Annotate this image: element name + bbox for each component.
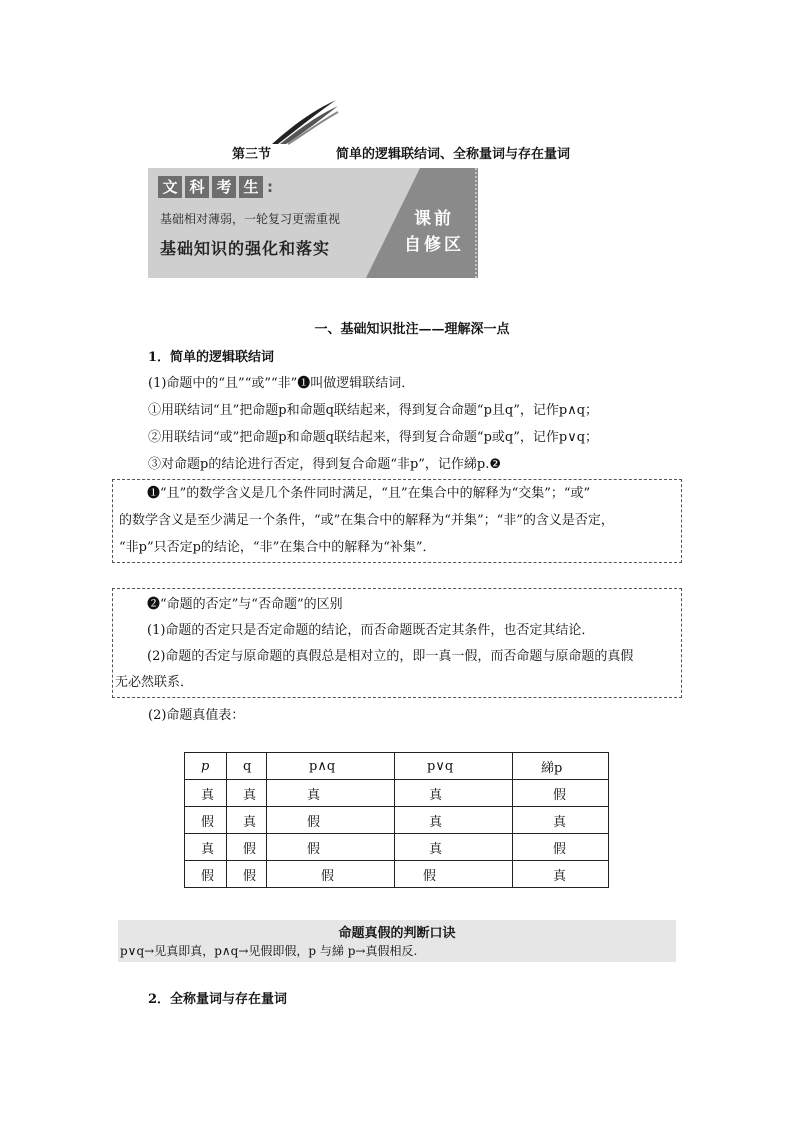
- subsection-heading: 1．简单的逻辑联结词: [148, 350, 275, 365]
- table-cell: 假: [395, 861, 513, 888]
- table-cell: 假: [185, 861, 227, 888]
- table-cell: 真: [267, 780, 395, 807]
- banner-tag: [158, 176, 274, 198]
- tag-char: 生: [239, 176, 263, 198]
- table-row: [185, 861, 609, 888]
- table-header-cell: p∨q: [395, 753, 513, 780]
- table-cell: 假: [227, 834, 267, 861]
- text-line: ①用联结词“且”把命题p和命题q联结起来，得到复合命题“p且q”，记作p∧q；: [148, 403, 599, 418]
- table-cell: 假: [267, 807, 395, 834]
- table-header-row: [185, 753, 609, 780]
- table-cell: 真: [185, 834, 227, 861]
- banner-subtitle: 基础相对薄弱，一轮复习更需重视: [160, 212, 341, 226]
- swoosh-decoration: [270, 98, 340, 146]
- section-heading: 一、基础知识批注——理解深一点: [314, 322, 510, 337]
- text-line: ③对命题p的结论进行否定，得到复合命题“非p”，记作綈p.❷: [148, 457, 502, 472]
- table-cell: 假: [513, 834, 609, 861]
- banner-main-text: 基础知识的强化和落实: [160, 239, 331, 258]
- table-cell: 假: [513, 780, 609, 807]
- table-cell: 真: [513, 861, 609, 888]
- text-line: (1)命题中的“且”“或”“非”❶叫做逻辑联结词．: [148, 376, 415, 391]
- table-header-cell: 綈p: [513, 753, 609, 780]
- table-cell: 真: [395, 807, 513, 834]
- table-cell: 真: [185, 780, 227, 807]
- table-row: [185, 807, 609, 834]
- note-line: 的数学含义是至少满足一个条件，“或”在集合中的解释为“并集”；“非”的含义是否定，: [119, 513, 614, 528]
- table-caption: (2)命题真值表：: [148, 708, 245, 723]
- table-cell: 真: [227, 780, 267, 807]
- annotation-box-2: [112, 588, 682, 698]
- note-line: ❷“命题的否定”与“否命题”的区别: [147, 597, 343, 612]
- note-line: ❶“且”的数学含义是几个条件同时满足，“且”在集合中的解释为“交集”；“或”: [147, 486, 591, 501]
- note-line: (2)命题的否定与原命题的真假总是相对立的，即一真一假，而否命题与原命题的真假: [147, 649, 634, 664]
- table-cell: 假: [267, 834, 395, 861]
- mnemonic-body: p∨q→见真即真，p∧q→见假即假，p 与綈 p→真假相反.: [120, 944, 418, 958]
- table-header-cell: p∧q: [267, 753, 395, 780]
- table-cell: 真: [395, 780, 513, 807]
- tag-char: 文: [158, 176, 182, 198]
- annotation-box-1: [112, 479, 682, 563]
- tag-char: 科: [185, 176, 209, 198]
- text-line: ②用联结词“或”把命题p和命题q联结起来，得到复合命题“p或q”，记作p∨q；: [148, 430, 599, 445]
- banner-right-line1: 课前: [414, 209, 454, 229]
- note-line: 无必然联系．: [115, 675, 194, 690]
- tag-char: 考: [212, 176, 236, 198]
- chapter-header: [232, 143, 570, 162]
- table-cell: 假: [267, 861, 395, 888]
- table-cell: 假: [185, 807, 227, 834]
- study-banner: [148, 168, 478, 278]
- note-line: (1)命题的否定只是否定命题的结论，而否命题既否定其条件，也否定其结论．: [147, 623, 595, 638]
- mnemonic-box: [118, 920, 676, 962]
- note-line: “非p”只否定p的结论，“非”在集合中的解释为“补集”．: [119, 540, 436, 555]
- section-title: 简单的逻辑联结词、全称量词与存在量词: [336, 147, 571, 162]
- table-cell: 真: [395, 834, 513, 861]
- tag-colon: :: [267, 178, 273, 196]
- truth-table: [184, 752, 609, 888]
- table-row: [185, 780, 609, 807]
- table-header-cell: q: [227, 753, 267, 780]
- table-header-cell: p: [185, 753, 227, 780]
- mnemonic-title: 命题真假的判断口诀: [338, 926, 456, 941]
- section-number: 第三节: [232, 147, 272, 162]
- banner-right-line2: 自修区: [404, 235, 464, 255]
- subsection-heading: 2．全称量词与存在量词: [148, 992, 288, 1007]
- table-row: [185, 834, 609, 861]
- table-cell: 真: [513, 807, 609, 834]
- table-cell: 真: [227, 807, 267, 834]
- table-cell: 假: [227, 861, 267, 888]
